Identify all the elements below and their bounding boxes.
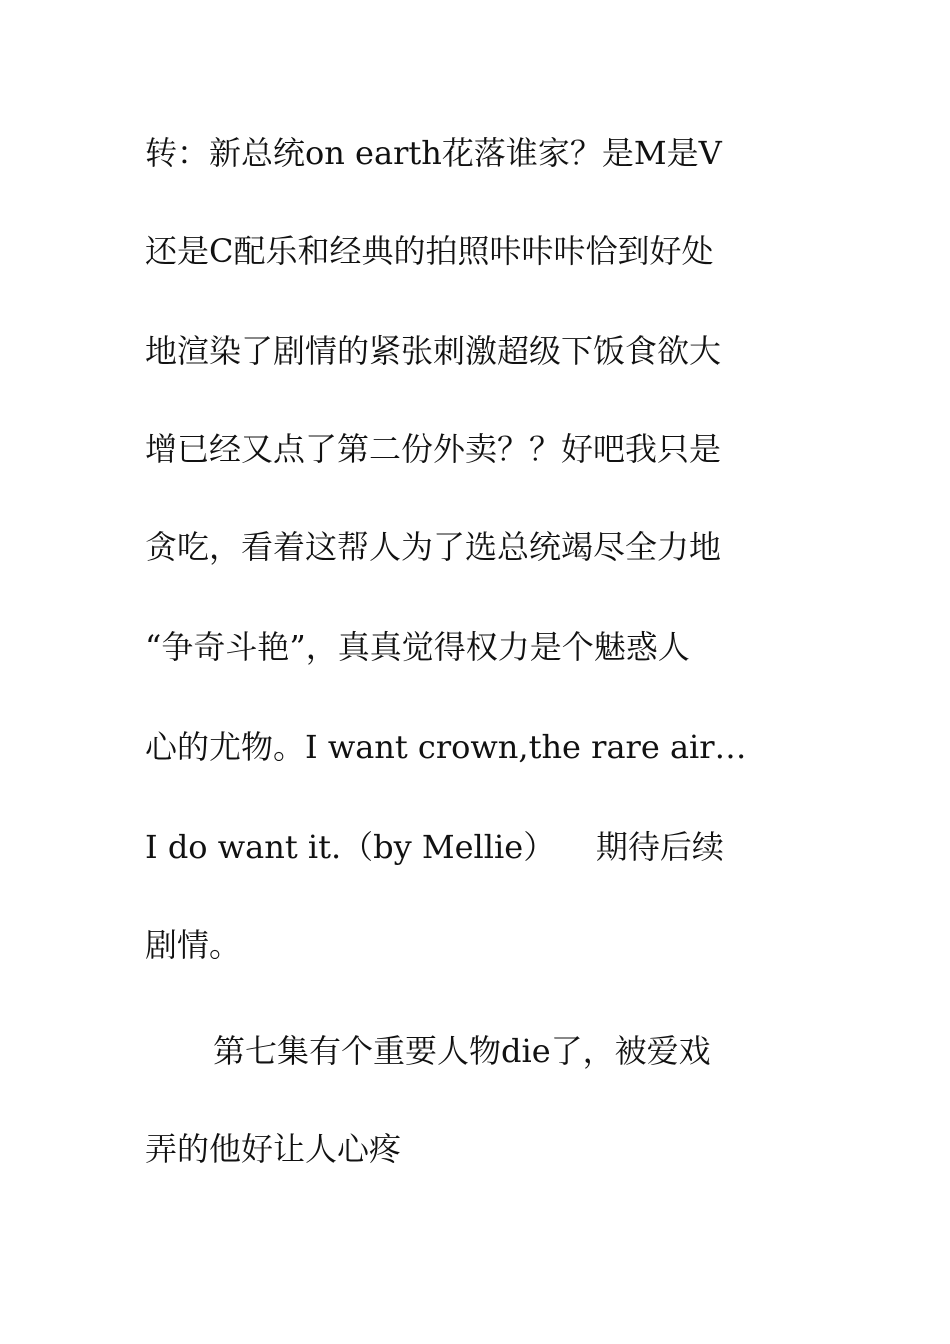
text-line: 第七集有个重要人物die了，被爱戏 [213, 1032, 711, 1070]
text-line: 增已经又点了第二份外卖？？好吧我只是 [145, 430, 722, 468]
text-line: 剧情。 [145, 926, 242, 964]
text-line: “争奇斗艳”，真真觉得权力是个魅惑人 [145, 628, 690, 666]
text-line: 心的尤物。I want crown,the rare air… [145, 728, 747, 766]
text-line: 转：新总统on earth花落谁家？是M是V [145, 134, 722, 172]
text-line: I do want it.（by Mellie） 期待后续 [145, 828, 724, 866]
text-line: 贪吃，看着这帮人为了选总统竭尽全力地 [145, 528, 722, 566]
text-line: 弄的他好让人心疼 [145, 1130, 402, 1168]
text-line: 地渲染了剧情的紧张刺激超级下饭食欲大 [145, 332, 722, 370]
text-line: 还是C配乐和经典的拍照咔咔咔恰到好处 [145, 232, 714, 270]
